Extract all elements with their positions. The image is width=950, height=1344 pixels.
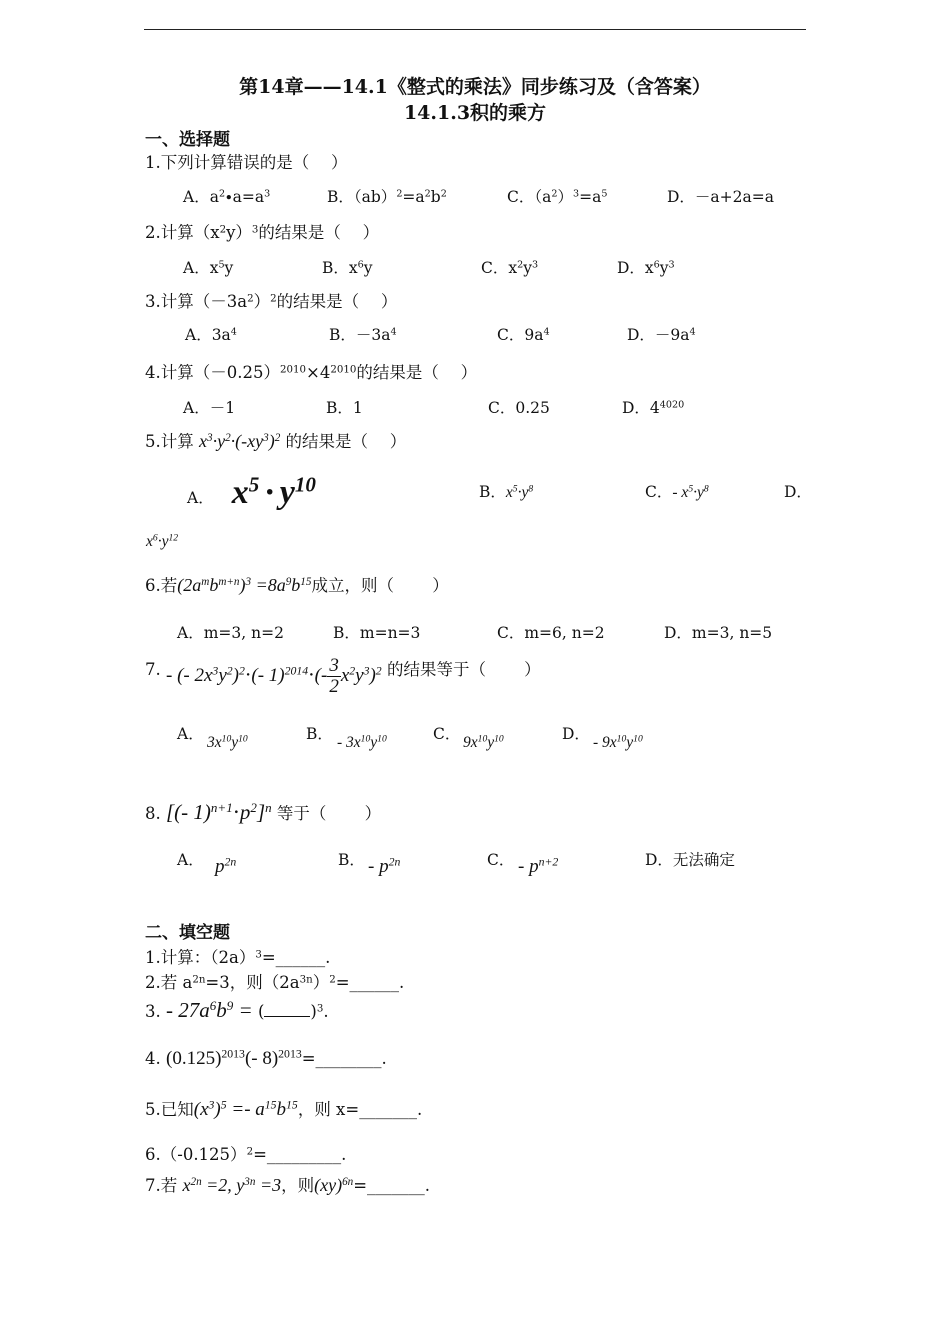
q8-option-b-label: B． <box>338 851 365 869</box>
f5-expression: $(x^3)^5 =- a^{15}b^{15}$ <box>193 1098 298 1120</box>
f3-expression: - $27a^6b^9$ = <box>166 997 258 1022</box>
q8-option-a-label: A． <box>177 851 204 869</box>
q5-option-d-label: D． <box>784 483 812 501</box>
fill-1: 1.计算：$(2a)^3=\_\_\_\_\_\_$. <box>145 948 331 967</box>
q4-option-b: B．1 <box>326 399 363 417</box>
q5-option-d: $x^6\cdot y^{12}$ <box>146 532 179 550</box>
section-fill-heading: 二、填空题 <box>145 923 230 943</box>
q1-option-a: A．$a^2\cdot a=a^3$ <box>183 188 271 206</box>
q2-option-d: D．$x^6y^3$ <box>617 259 675 277</box>
q5-option-a: A． $x^5 \cdot y^{10}$ <box>187 472 316 511</box>
q7-fraction: $\frac{3}{2}$ <box>329 655 339 698</box>
q7-option-b-label: B． <box>306 725 333 743</box>
header-rule <box>144 29 806 30</box>
q7-expression: - (- $2x^3y^2)^2\cdot(-$ 1)$^{2014}$⋅(- $\frac{3}{2}$ $x^2y^3)^2$ <box>166 655 382 698</box>
section-choice-heading: 一、选择题 <box>145 130 230 150</box>
q7-option-a-label: A． <box>177 725 204 743</box>
q7-option-d-label: D． <box>562 725 590 743</box>
q4-option-d: D．$4^{4020}$ <box>622 399 685 417</box>
question-6: 6.若$(2a^mb^{m+n})^3 =8a^9b^{15}$成立，则（ ） <box>145 575 449 595</box>
q6-option-c: C．m=6, n=2 <box>497 624 605 642</box>
fill-7: 7.若 $x^{2n} =2$, $y^{3n} =3$，则(xy)$^{6n}$=_______. <box>145 1175 431 1195</box>
question-1: 1.下列计算错误的是（ ） <box>145 153 348 172</box>
question-3: 3.计算$(-3a^2)^2$的结果是（ ） <box>145 292 398 311</box>
q2-option-c: C．$x^2y^3$ <box>481 259 539 277</box>
q6-expression: $(2a^mb^{m+n})^3 =8a^9b^{15}$ <box>177 575 312 595</box>
q8-option-a: $p^{2n}$ <box>215 855 237 877</box>
q4-option-c: C．0.25 <box>488 399 550 417</box>
q2-option-a: A．$x^5y$ <box>183 259 234 277</box>
q1-option-b: B．$(ab)^2=a^2b^2$ <box>327 188 447 206</box>
question-8: 8. [(- $1)^{n+1}\cdot p^2]^n$ 等于（ ） <box>145 799 382 824</box>
q7-option-d: - $9x^{10}y^{10}$ <box>593 733 643 751</box>
fill-3: 3. - $27a^6b^9$ = ( )$^3$. <box>145 997 329 1022</box>
page-subtitle: 14.1.3积的乘方 <box>403 102 547 124</box>
question-4: 4.计算$(-0.25)^{2010}\times 4^{2010}$的结果是（ ） <box>145 363 478 382</box>
fill-2: 2.若 $a^{2n}=3$，则$(2a^{3n})^2=\_\_\_\_\_\_$. <box>145 973 405 992</box>
q3-option-c: C．$9a^4$ <box>497 326 550 344</box>
f3-answer-blank <box>264 1015 310 1017</box>
q1-option-d: D．－a+2a=a <box>667 188 774 206</box>
q3-option-a: A．$3a^4$ <box>185 326 237 344</box>
q6-option-d: D．m=3, n=5 <box>664 624 773 642</box>
q3-option-d: D．$-9a^4$ <box>627 326 696 344</box>
fill-6: $6.(-0.125)^2=\_\_\_\_\_\_\_\_\_$. <box>145 1145 347 1164</box>
q7-option-c: $9x^{10}y^{10}$ <box>463 733 504 751</box>
question-5: 5.计算 $x^3\cdot y^2\cdot(-xy^3)^2$ 的结果是（ ） <box>145 431 407 451</box>
q2-option-b: B．$x^6y$ <box>322 259 373 277</box>
q7-option-b: - $3x^{10}y^{10}$ <box>337 733 387 751</box>
q5-option-b: B．$x^5\cdot y^8$ <box>479 483 534 501</box>
question-2: 2.计算$(x^2y)^3$的结果是（ ） <box>145 223 380 242</box>
q6-option-b: B．m=n=3 <box>333 624 421 642</box>
f4-expression: $(0.125)^{2013}(-$ 8)$^{2013}$ <box>166 1047 302 1069</box>
q6-option-a: A．m=3, n=2 <box>177 624 284 642</box>
q8-option-c: - $p^{n+2}$ <box>518 855 559 877</box>
q5-option-c: C．- $x^5\cdot y^8$ <box>645 483 709 501</box>
f7-expression: $x^{2n} =2$, $y^{3n} =3$ <box>182 1175 282 1195</box>
q7-option-a: $3x^{10}y^{10}$ <box>207 733 248 751</box>
q1-option-c: C．$(a^2)^3=a^5$ <box>507 188 608 206</box>
fill-5: 5.已知$(x^3)^5 =- a^{15}b^{15}$，则 x=_______. <box>145 1098 423 1120</box>
page-title: 第14章——14.1《整式的乘法》同步练习及（含答案） <box>239 76 711 98</box>
q8-expression: [(- $1)^{n+1}\cdot p^2]^n$ <box>166 799 272 824</box>
q8-option-d: D．无法确定 <box>645 851 735 869</box>
question-7: 7. - (- $2x^3y^2)^2\cdot(-$ 1)$^{2014}$⋅(- $\frac{3}{2}$ $x^2y^3)^2$ 的结果等于（ ） <box>145 655 541 698</box>
q4-option-a: A．－1 <box>183 399 236 417</box>
q5-expression: $x^3\cdot y^2\cdot(-xy^3)^2$ <box>199 431 281 451</box>
q7-option-c-label: C． <box>433 725 461 743</box>
q8-option-c-label: C． <box>487 851 515 869</box>
fill-4: 4. $(0.125)^{2013}(-$ 8)$^{2013}$=________. <box>145 1047 387 1069</box>
q3-option-b: B．$-3a^4$ <box>329 326 397 344</box>
q8-option-b: - $p^{2n}$ <box>368 855 401 877</box>
